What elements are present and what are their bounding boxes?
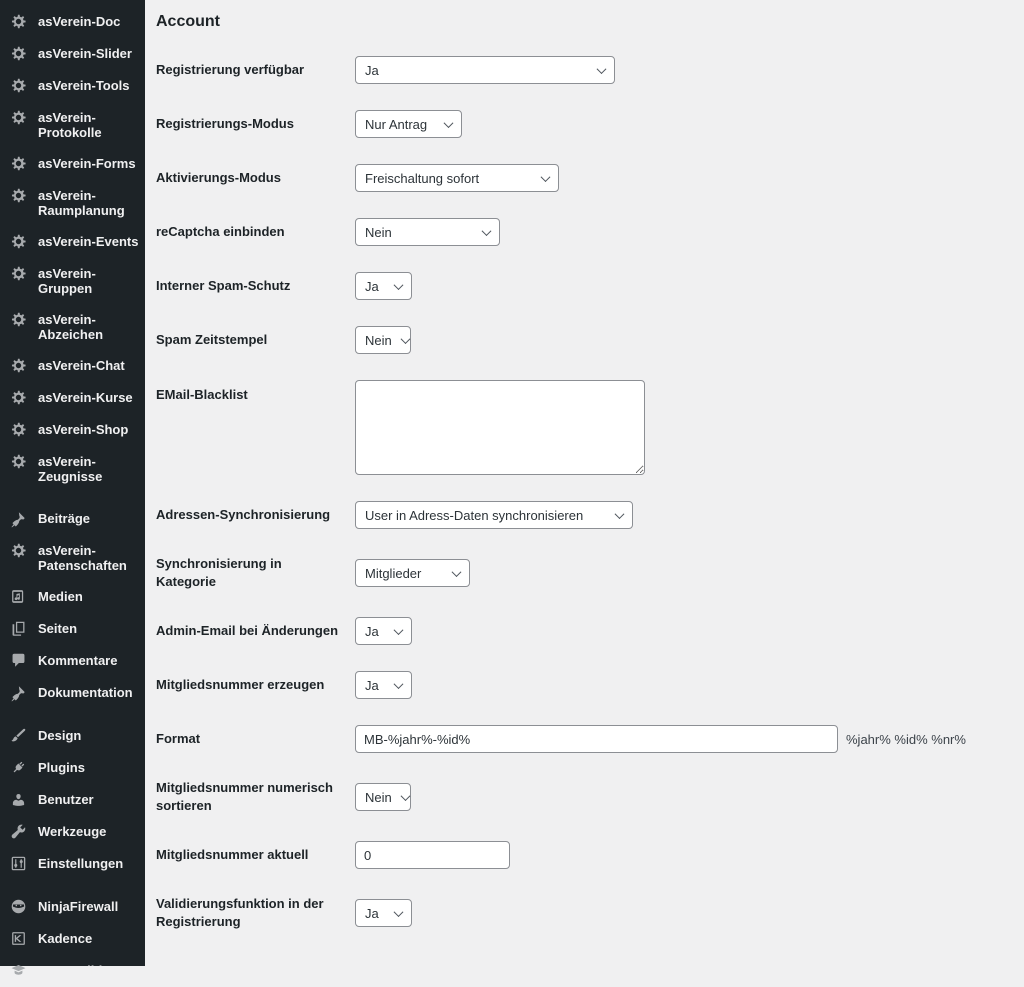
chevron-down-icon: [394, 625, 404, 635]
sidebar-item-label: asVerein-Tools: [38, 78, 130, 93]
select-value: Ja: [365, 62, 379, 78]
sidebar-item-seiten[interactable]: [0, 613, 145, 645]
sidebar-item-label: Kommentare: [38, 653, 118, 668]
sidebar-item-label: asVerein-Kurse: [38, 390, 133, 405]
pushpin-icon: [10, 684, 27, 701]
settings-form: [156, 56, 1004, 931]
select-value: Nein: [365, 789, 392, 805]
mitgliedsnummer-aktuell-input[interactable]: [355, 841, 510, 869]
sidebar-item-label: Smart Slider: [38, 963, 115, 978]
sidebar-item-label: asVerein-Raumplanung: [38, 188, 125, 218]
form-row-adressen-synchronisierung: [156, 501, 1004, 529]
gear-icon: [10, 421, 27, 438]
registrierungs-modus-select[interactable]: [355, 110, 462, 138]
select-value: Nein: [365, 224, 392, 240]
form-row-format: [156, 725, 1004, 753]
registrierungs-modus-label: Registrierungs-Modus: [156, 116, 294, 131]
form-row-spam-zeitstempel: [156, 326, 1004, 354]
row-control: [355, 110, 462, 138]
row-control: [355, 841, 510, 869]
gear-icon: [10, 265, 27, 282]
chevron-down-icon: [444, 118, 454, 128]
user-icon: [10, 791, 27, 808]
kadence-icon: [10, 930, 27, 947]
sidebar-item-asverein-raumplanung[interactable]: [0, 180, 145, 226]
gear-icon: [10, 542, 27, 559]
select-value: Freischaltung sofort: [365, 170, 480, 186]
sidebar-separator: [0, 709, 145, 720]
sidebar-item-einstellungen[interactable]: [0, 848, 145, 880]
row-control: [355, 725, 966, 753]
gear-icon: [10, 109, 27, 126]
sidebar-item-label: Design: [38, 728, 82, 743]
gear-icon: [10, 77, 27, 94]
synchronisierung-in-kategorie-label: Synchronisierung in Kategorie: [156, 556, 282, 589]
wrench-icon: [10, 823, 27, 840]
aktivierungs-modus-select[interactable]: [355, 164, 559, 192]
select-value: Ja: [365, 623, 379, 639]
sidebar-item-label: asVerein-Forms: [38, 156, 136, 171]
sidebar-item-ninjafirewall[interactable]: [0, 891, 145, 923]
row-control: [355, 783, 411, 811]
select-value: Nur Antrag: [365, 116, 428, 132]
sidebar-item-asverein-forms[interactable]: [0, 148, 145, 180]
page-title: Account: [156, 13, 220, 30]
row-control: [355, 899, 412, 927]
select-value: Mitglieder: [365, 565, 422, 581]
smartslider-icon: [10, 962, 27, 979]
gear-icon: [10, 187, 27, 204]
row-control: [355, 501, 633, 529]
select-value: Ja: [365, 905, 379, 921]
media-icon: [10, 588, 27, 605]
sidebar-item-label: asVerein-Patenschaften: [38, 543, 127, 573]
form-row-recaptcha-einbinden: [156, 218, 1004, 246]
sidebar-item-label: NinjaFirewall: [38, 899, 119, 914]
validierungsfunktion-in-der-registrierung-label: Validierungsfunktion in der Registrierung: [156, 896, 324, 929]
pushpin-icon: [10, 510, 27, 527]
select-value: Nein: [365, 332, 392, 348]
sidebar-item-label: Benutzer: [38, 792, 94, 807]
select-value: Ja: [365, 677, 379, 693]
mitgliedsnummer-numerisch-sortieren-label: Mitgliedsnummer numerisch sortieren: [156, 780, 333, 813]
sidebar-item-label: asVerein-Doc: [38, 14, 121, 29]
sidebar-item-asverein-gruppen[interactable]: [0, 258, 145, 304]
row-control: [355, 218, 500, 246]
mitgliedsnummer-erzeugen-select[interactable]: [355, 671, 412, 699]
sidebar-item-asverein-protokolle[interactable]: [0, 102, 145, 148]
gear-icon: [10, 453, 27, 470]
chevron-down-icon: [394, 280, 404, 290]
sidebar-item-label: Beiträge: [38, 511, 91, 526]
form-row-interner-spam-schutz: [156, 272, 1004, 300]
admin-email-bei-anderungen-label: Admin-Email bei Änderungen: [156, 623, 339, 638]
email-blacklist-textarea[interactable]: [355, 380, 645, 475]
admin-email-bei-anderungen-select[interactable]: [355, 617, 412, 645]
chevron-down-icon: [452, 567, 462, 577]
mitgliedsnummer-erzeugen-label: Mitgliedsnummer erzeugen: [156, 677, 325, 692]
synchronisierung-in-kategorie-select[interactable]: [355, 559, 470, 587]
row-control: [355, 272, 412, 300]
chevron-down-icon: [394, 907, 404, 917]
sidebar-item-asverein-zeugnisse[interactable]: [0, 446, 145, 492]
row-control: [355, 617, 412, 645]
plug-icon: [10, 759, 27, 776]
sidebar-item-label: asVerein-Slider: [38, 46, 132, 61]
sidebar-item-asverein-slider[interactable]: [0, 38, 145, 70]
sidebar-item-benutzer[interactable]: [0, 784, 145, 816]
sidebar-item-beitrage[interactable]: [0, 503, 145, 535]
sidebar-item-asverein-patenschaften[interactable]: [0, 535, 145, 581]
registrierung-verfugbar-select[interactable]: [355, 56, 615, 84]
registrierung-verfugbar-label: Registrierung verfügbar: [156, 62, 305, 77]
sidebar-menu: [0, 6, 145, 987]
adressen-synchronisierung-select[interactable]: [355, 501, 633, 529]
form-row-email-blacklist: [156, 380, 1004, 475]
gear-icon: [10, 389, 27, 406]
row-control: [355, 56, 615, 84]
recaptcha-einbinden-label: reCaptcha einbinden: [156, 224, 285, 239]
pages-icon: [10, 620, 27, 637]
row-control: [355, 164, 559, 192]
form-row-registrierung-verfugbar: [156, 56, 1004, 84]
sidebar-item-label: asVerein-Zeugnisse: [38, 454, 103, 484]
sidebar-item-plugins[interactable]: [0, 752, 145, 784]
gear-icon: [10, 311, 27, 328]
aktivierungs-modus-label: Aktivierungs-Modus: [156, 170, 281, 185]
sidebar-item-asverein-abzeichen[interactable]: [0, 304, 145, 350]
settings-icon: [10, 855, 27, 872]
gear-icon: [10, 45, 27, 62]
chevron-down-icon: [615, 509, 625, 519]
sidebar-item-asverein-tools[interactable]: [0, 70, 145, 102]
gear-icon: [10, 155, 27, 172]
form-row-registrierungs-modus: [156, 110, 1004, 138]
sidebar-item-label: Einstellungen: [38, 856, 124, 871]
sidebar-item-smart-slider[interactable]: [0, 955, 145, 987]
chevron-down-icon: [482, 226, 492, 236]
form-row-synchronisierung-in-kategorie: [156, 555, 1004, 591]
sidebar-item-asverein-shop[interactable]: [0, 414, 145, 446]
gear-icon: [10, 357, 27, 374]
chevron-down-icon: [394, 679, 404, 689]
interner-spam-schutz-label: Interner Spam-Schutz: [156, 278, 291, 293]
sidebar-item-label: Werkzeuge: [38, 824, 107, 839]
sidebar-item-medien[interactable]: [0, 581, 145, 613]
sidebar-item-label: Kadence: [38, 931, 93, 946]
row-control: [355, 380, 645, 475]
format-input[interactable]: [355, 725, 838, 753]
sidebar-item-asverein-chat[interactable]: [0, 350, 145, 382]
chevron-down-icon: [541, 172, 551, 182]
mitgliedsnummer-aktuell-label: Mitgliedsnummer aktuell: [156, 847, 309, 862]
mitgliedsnummer-numerisch-sortieren-select[interactable]: [355, 783, 411, 811]
sidebar-item-design[interactable]: [0, 720, 145, 752]
form-row-aktivierungs-modus: [156, 164, 1004, 192]
sidebar-item-label: asVerein-Abzeichen: [38, 312, 104, 342]
row-control: [355, 671, 412, 699]
sidebar-item-label: asVerein-Shop: [38, 422, 129, 437]
sidebar-item-label: Dokumentation: [38, 685, 133, 700]
sidebar-item-label: asVerein-Protokolle: [38, 110, 102, 140]
form-row-mitgliedsnummer-numerisch-sortieren: [156, 779, 1004, 815]
spam-zeitstempel-label: Spam Zeitstempel: [156, 332, 268, 347]
brush-icon: [10, 727, 27, 744]
sidebar-item-kommentare[interactable]: [0, 645, 145, 677]
ninjafirewall-icon: [10, 898, 27, 915]
comment-icon: [10, 652, 27, 669]
form-row-admin-email-bei-anderungen: [156, 617, 1004, 645]
settings-page: [145, 0, 1024, 966]
admin-sidebar: [0, 0, 145, 978]
sidebar-separator: [0, 492, 145, 503]
row-control: [355, 326, 411, 354]
form-row-mitgliedsnummer-erzeugen: [156, 671, 1004, 699]
sidebar-item-label: asVerein-Events: [38, 234, 139, 249]
chevron-down-icon: [400, 791, 410, 801]
sidebar-item-asverein-events[interactable]: [0, 226, 145, 258]
validierungsfunktion-in-der-registrierung-select[interactable]: [355, 899, 412, 927]
sidebar-item-asverein-doc[interactable]: [0, 6, 145, 38]
adressen-synchronisierung-label: Adressen-Synchronisierung: [156, 507, 331, 522]
form-row-validierungsfunktion-in-der-registrierung: [156, 895, 1004, 931]
email-blacklist-label: EMail-Blacklist: [156, 387, 248, 402]
sidebar-item-dokumentation[interactable]: [0, 677, 145, 709]
form-row-mitgliedsnummer-aktuell: [156, 841, 1004, 869]
gear-icon: [10, 13, 27, 30]
sidebar-item-werkzeuge[interactable]: [0, 816, 145, 848]
sidebar-separator: [0, 880, 145, 891]
sidebar-item-kadence[interactable]: [0, 923, 145, 955]
format-tokens-hint: %jahr% %id% %nr%: [846, 731, 966, 747]
interner-spam-schutz-select[interactable]: [355, 272, 412, 300]
chevron-down-icon: [597, 64, 607, 74]
format-label: Format: [156, 731, 201, 746]
sidebar-item-label: Seiten: [38, 621, 78, 636]
sidebar-item-label: asVerein-Chat: [38, 358, 125, 373]
sidebar-item-label: Medien: [38, 589, 83, 604]
row-control: [355, 559, 470, 587]
recaptcha-einbinden-select[interactable]: [355, 218, 500, 246]
sidebar-item-label: Plugins: [38, 760, 85, 775]
sidebar-item-asverein-kurse[interactable]: [0, 382, 145, 414]
chevron-down-icon: [400, 334, 410, 344]
sidebar-item-label: asVerein-Gruppen: [38, 266, 96, 296]
select-value: Ja: [365, 278, 379, 294]
gear-icon: [10, 233, 27, 250]
spam-zeitstempel-select[interactable]: [355, 326, 411, 354]
select-value: User in Adress-Daten synchronisieren: [365, 507, 584, 523]
